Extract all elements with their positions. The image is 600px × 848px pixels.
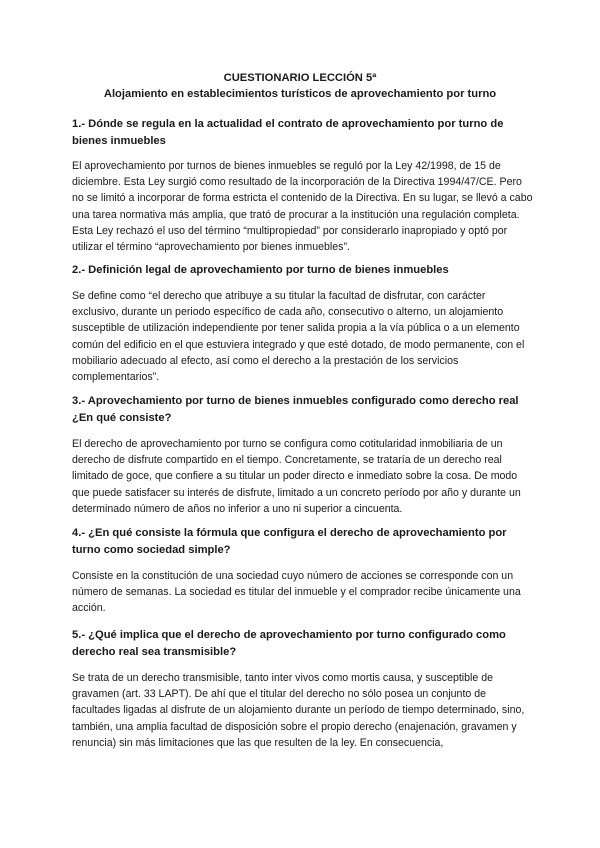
answer-4: Consiste en la constitución de una sociedad cuyo número de acciones se corresponde con un número de semanas. La sociedad es titular del inmueble y el comprador recibe únicamente una acción.: [72, 570, 521, 615]
question-1: 1.- Dónde se regula en la actualidad el contrato de aprovechamiento por turno de bienes inmuebles: [72, 118, 504, 147]
document-title: CUESTIONARIO LECCIÓN 5ª: [223, 72, 377, 84]
answer-5: Se trata de un derecho transmisible, tanto inter vivos como mortis causa, y susceptible de gravamen (art. 33 LAPT). De ahí que el titular del derecho no sólo posea un conjunto de facultades ligadas al disfrute de un alojamiento durante un período de tiempo determinado, sino, también, una amplia facultad de disposición sobre el propio derecho (enajenación, gravamen y renuncia) sin más limitaciones que las que resulten de la ley. En consecuencia,: [72, 672, 525, 749]
question-4: 4.- ¿En qué consiste la fórmula que configura el derecho de aprovechamiento por turno como sociedad simple?: [72, 527, 507, 556]
answer-2: Se define como “el derecho que atribuye a su titular la facultad de disfrutar, con carácter exclusivo, durante un periodo específico de cada año, consecutivo o alterno, un alojamiento susceptible de utilización independiente por tener salida propia a la vía pública o a un elemento común del edificio en el que estuviera integrado y que esté dotado, de modo permanente, con el mobiliario adecuado al efecto, así como el derecho a la prestación de los servicios complementarios”.: [72, 290, 525, 384]
answer-3: El derecho de aprovechamiento por turno se configura como cotitularidad inmobiliaria de un derecho de disfrute compartido en el tiempo. Concretamente, se trataría de un derecho real limitado de goce, que confiere a su titular un poder directo e inmediato sobre la cosa. De modo que puede satisfacer su interés de disfrute, limitado a un concreto período por año y durante un determinado número de años no inferior a uno ni superior a cincuenta.: [72, 438, 521, 515]
question-3: 3.- Aprovechamiento por turno de bienes inmuebles configurado como derecho real ¿En qué consiste?: [72, 395, 519, 424]
question-5: 5.- ¿Qué implica que el derecho de aprovechamiento por turno configurado como derecho real sea transmisible?: [72, 629, 506, 658]
document-subtitle: Alojamiento en establecimientos turísticos de aprovechamiento por turno: [103, 88, 497, 100]
answer-1: El aprovechamiento por turnos de bienes inmuebles se reguló por la Ley 42/1998, de 15 de diciembre. Esta Ley surgió como resultado de la incorporación de la Directiva 1994/47/CE. Pero no se limitó a incorporar de forma estricta el contenido de la Directiva. En su lugar, se llevó a cabo una tarea normativa más amplia, que trató de procurar a la institución una regulación completa. Esta Ley rechazó el uso del término “multipropiedad” por considerarlo inapropiado y optó por utilizar el término “aprovechamiento por bienes inmuebles”.: [72, 160, 533, 254]
question-2: 2.- Definición legal de aprovechamiento por turno de bienes inmuebles: [72, 264, 449, 276]
